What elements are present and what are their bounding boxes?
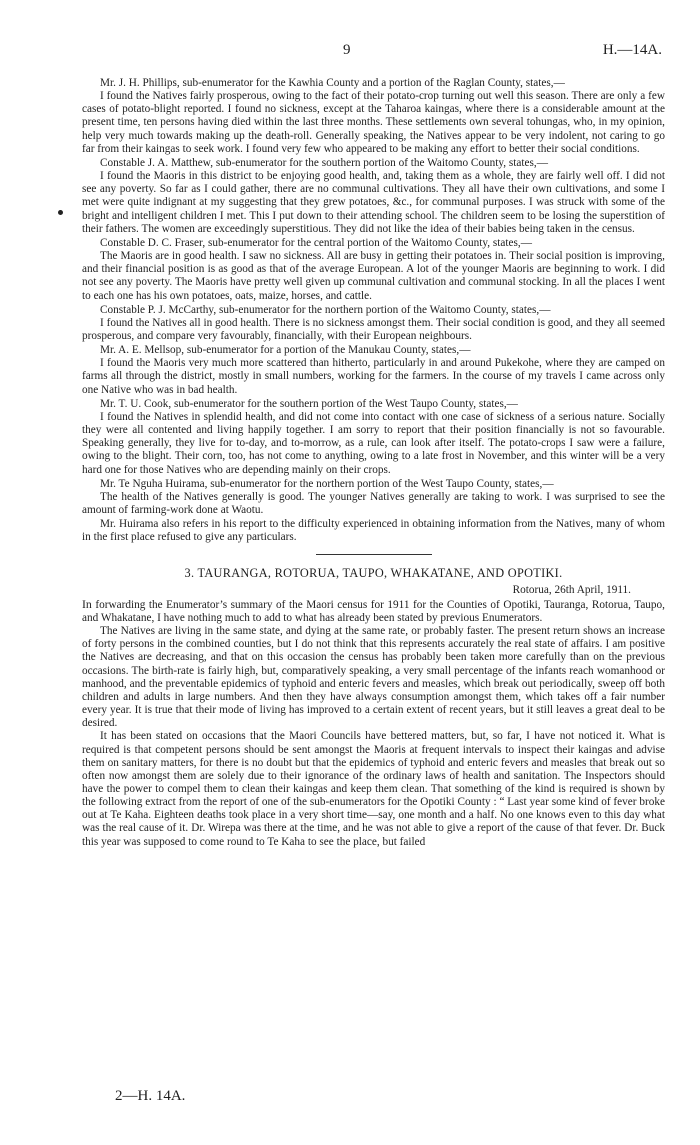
margin-mark	[58, 210, 63, 215]
section-heading: 3. TAURANGA, ROTORUA, TAUPO, WHAKATANE, AND OPOTIKI.	[184, 566, 563, 581]
paragraph: The Maoris are in good health. I saw no sickness. All are busy in getting their potatoes in. Their social position is improving, and their financial position is as good as that of the average European. A lot of the younger Maoris are beginning to work. I did not see any poverty. The Maoris have pretty well given up communal cultivation and communal stocking. In all the places I went to each one has his own potatoes, oats, maize, horses, and cattle.	[82, 250, 665, 302]
paragraph: I found the Natives all in good health. There is no sickness amongst them. Their social condition is good, and they all seemed prosperous, and compare very favourably, financially, with their European neighbours.	[82, 316, 665, 342]
paragraph: It has been stated on occasions that the Maori Councils have bettered matters, but, so far, I have not noticed it. What is required is that competent persons should be sent amongst the Maoris at frequent intervals to inspect their kaingas and advise them on sanitary matters, for there is no doubt but that the epidemics of typhoid and enteric fevers and measles that break out so often now amongst them are solely due to their ignorance of the ordinary laws of health and sanitation. The Inspectors should have the power to compel them to clean their kaingas and keep them clean. That something of the kind is required is shown by the following extract from the report of one of the sub-enumerators for the Opotiki County : “ Last year some kind of fever broke out at Te Kaha. Eighteen deaths took place in a very short time—say, one month and a half. No one knows even to this day what was the real cause of it. Dr. Wirepa was there at the time, and he was not able to give a report of the cause of that fever. Dr. Buck this year was supposed to come round to Te Kaha to see the place, but failed	[82, 730, 665, 848]
page-footer: 2—H. 14A.	[115, 1088, 186, 1104]
paragraph: Mr. Te Nguha Huirama, sub-enumerator for the northern portion of the West Taupo County, states,—	[100, 477, 554, 490]
paragraph: I found the Maoris very much more scattered than hitherto, particularly in and around Pukekohe, where they are camped on farms all through the district, mostly in small numbers, working for the farmers. In the course of my travels I came across only one Native who was in bad health.	[82, 357, 665, 396]
paragraph: Constable D. C. Fraser, sub-enumerator for the central portion of the Waitomo County, states,—	[100, 236, 532, 249]
section-divider	[316, 554, 432, 555]
dateline: Rotorua, 26th April, 1911.	[512, 583, 631, 596]
paragraph: Mr. T. U. Cook, sub-enumerator for the southern portion of the West Taupo County, states,—	[100, 397, 518, 410]
paper-reference: H.—14A.	[602, 42, 662, 58]
lead-text: forwarding the Enumerator’s summary of the Maori census for 1911 for the Counties of Opotiki, Tauranga, Rotorua, Taupo, and Whakatane, I have nothing much to add to what has already been stated by previous Enumerators.	[82, 598, 665, 624]
paragraph: Constable P. J. McCarthy, sub-enumerator for the northern portion of the Waitomo County, states,—	[100, 303, 551, 316]
lead-paragraph	[82, 598, 665, 625]
paragraph: I found the Natives fairly prosperous, owing to the fact of their potato-crop turning out well this season. There are only a few cases of potato-blight reported. I found no sickness, except at the Taharoa kaingas, where there is a considerable amount at the present time, ten persons having died within the last three months. These settlements own several tohungas, who, in my opinion, help very much towards making up the death-roll. Generally speaking, the Natives appear to be very indolent, not caring to go far from their kaingas to seek work. I found very few who appeared to be making any effort to better their social conditions.	[82, 90, 665, 155]
paragraph: The health of the Natives generally is good. The younger Natives generally are taking to work. I was surprised to see the amount of farming-work done at Waotu.	[82, 490, 665, 516]
paragraph: Mr. Huirama also refers in his report to the difficulty experienced in obtaining information from the Natives, many of whom in the first place refused to give any particulars.	[82, 518, 665, 544]
page-number: 9	[343, 42, 351, 58]
paragraph: Mr. J. H. Phillips, sub-enumerator for the Kawhia County and a portion of the Raglan County, states,—	[100, 77, 565, 89]
paragraph: I found the Natives in splendid health, and did not come into contact with one case of sickness of a serious nature. Socially they were all contented and living happily together. I am sorry to report that their position financially is not so favourable. Speaking generally, they live for to-day, and to-morrow, as a rule, can look after itself. The potato-crops I saw were a failure, owing to the blight. Their corn, too, has not come to anything, owing to a late frost in November, and this winter will be a very hard one for those Natives who are depending mainly on their crops.	[82, 410, 665, 476]
lead-small-caps: In	[82, 596, 92, 611]
page-header	[0, 42, 700, 62]
paragraph: Constable J. A. Matthew, sub-enumerator for the southern portion of the Waitomo County, states,—	[100, 156, 548, 169]
paragraph: Mr. A. E. Mellsop, sub-enumerator for a portion of the Manukau County, states,—	[100, 344, 471, 357]
paragraph: The Natives are living in the same state, and dying at the same rate, or probably faster. The present return shows an increase of forty persons in the combined counties, but I do not think that this represents accurately the real state of affairs. I am positive the Natives are decreasing, and that on this occasion the census has probably been taken more carefully than on the previous occasions. The birth-rate is fairly high, but, comparatively speaking, a very small percentage of the infants reach womanhood or manhood, and the preventable epidemics of typhoid and enteric fevers and measles, which break out periodically, sweep off both children and adults in large numbers. And then they have always consumption amongst them, which takes off a fair number every year. It is true that their mode of living has improved to a certain extent of recent years, but it still leaves a great deal to be desired.	[82, 625, 665, 730]
document-body	[82, 76, 665, 849]
paragraph: I found the Maoris in this district to be enjoying good health, and, taking them as a whole, they are fairly well off. I did not see any poverty. So far as I could gather, there are no communal cultivations. They all have their own cultivations, and some I met were quite indignant at my suggesting that they grew potatoes, &c., for communal purposes. I was struck with some of the bright and intelligent children I met. This I put down to their attending school. The children seem to be losing the superstition of their fathers. The women are exceedingly superstitious. They did not like the idea of their babies being taken in the census.	[82, 170, 665, 235]
